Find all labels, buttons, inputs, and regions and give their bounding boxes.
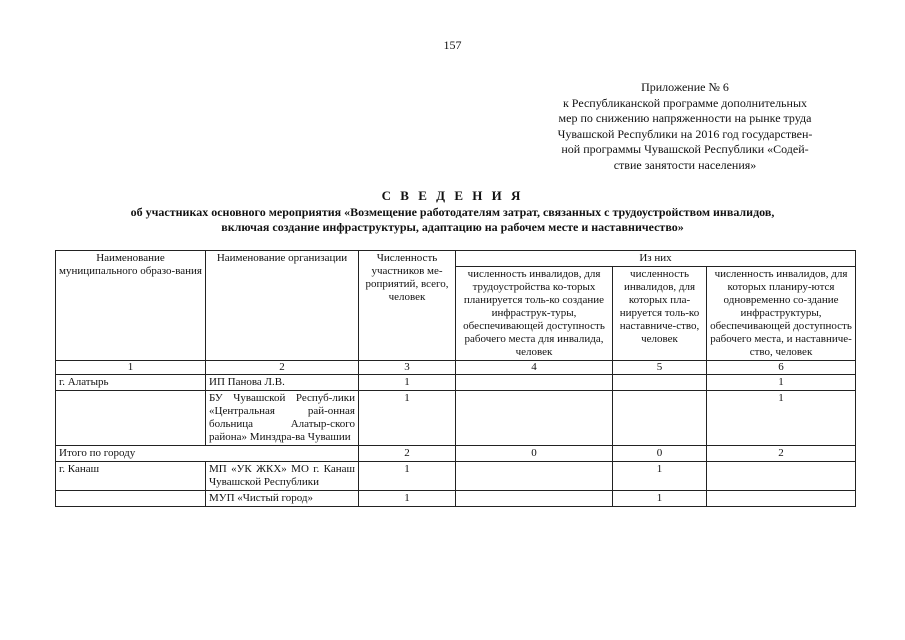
- header-municipality: Наименование муниципального образо-вания: [56, 251, 206, 361]
- cell-total: 1: [359, 462, 456, 491]
- table-row: [56, 375, 856, 391]
- cell-subtotal-label: Итого по городу: [56, 446, 359, 462]
- cell-both: [707, 491, 856, 507]
- cell-both: 1: [707, 391, 856, 446]
- appendix-line: к Республиканской программе дополнительных: [562, 95, 808, 110]
- subtitle-line: об участниках основного мероприятия «Возмещение работодателям затрат, связанных с трудоустройством инвалидов,: [130, 205, 775, 219]
- cell-municipality: [56, 491, 206, 507]
- table-row: [56, 462, 856, 491]
- cell-organization: ИП Панова Л.В.: [206, 375, 359, 391]
- cell-infrastructure: [456, 375, 613, 391]
- cell-both: 2: [707, 446, 856, 462]
- cell-organization: БУ Чувашской Респуб-лики «Центральная рай-онная больница Алатыр-ского района» Минздра-ва Чувашии: [206, 391, 359, 446]
- column-number: 2: [206, 361, 359, 375]
- column-number-row: [56, 361, 856, 375]
- column-number: 6: [707, 361, 856, 375]
- cell-infrastructure: [456, 391, 613, 446]
- appendix-line: ной программы Чувашской Республики «Содей-: [561, 142, 809, 156]
- cell-mentoring: 1: [613, 462, 707, 491]
- cell-mentoring: [613, 391, 707, 446]
- header-infrastructure: численность инвалидов, для трудоустройства ко-торых планируется толь-ко создание инфраструк-туры, обеспечивающей доступность рабочего места для инвалида, человек: [456, 267, 613, 361]
- appendix-line: мер по снижению напряженности на рынке труда: [558, 111, 812, 125]
- column-number: 3: [359, 361, 456, 375]
- page-number: 157: [443, 38, 462, 52]
- document-subtitle: [40, 205, 865, 235]
- appendix-line: Чувашской Республики на 2016 год государствен-: [557, 126, 813, 141]
- cell-municipality: [56, 391, 206, 446]
- cell-mentoring: 0: [613, 446, 707, 462]
- document-title: С В Е Д Е Н И Я: [381, 188, 524, 203]
- cell-total: 1: [359, 491, 456, 507]
- header-mentoring: численность инвалидов, для которых пла-нируется толь-ко наставниче-ство, человек: [613, 267, 707, 361]
- table-row: [56, 491, 856, 507]
- subtitle-line: включая создание инфраструктуры, адаптацию на рабочем месте и наставничество»: [221, 220, 684, 234]
- header-organization: Наименование организации: [206, 251, 359, 361]
- column-number: 1: [56, 361, 206, 375]
- cell-organization: МУП «Чистый город»: [206, 491, 359, 507]
- cell-mentoring: 1: [613, 491, 707, 507]
- table-row: [56, 391, 856, 446]
- cell-infrastructure: [456, 491, 613, 507]
- cell-mentoring: [613, 375, 707, 391]
- appendix-block: [525, 80, 845, 173]
- header-both: численность инвалидов, для которых планиру-ются одновременно со-здание инфраструктуры, обеспечивающей доступность рабочего места, и наставниче-ство, человек: [707, 267, 856, 361]
- cell-municipality: г. Канаш: [56, 462, 206, 491]
- cell-infrastructure: [456, 462, 613, 491]
- cell-total: 1: [359, 391, 456, 446]
- cell-infrastructure: 0: [456, 446, 613, 462]
- appendix-line: ствие занятости населения»: [613, 157, 757, 172]
- cell-municipality: г. Алатырь: [56, 375, 206, 391]
- cell-both: [707, 462, 856, 491]
- cell-organization: МП «УК ЖКХ» МО г. Канаш Чувашской Республики: [206, 462, 359, 491]
- column-number: 5: [613, 361, 707, 375]
- header-participants: Численность участников ме-роприятий, всего, человек: [359, 251, 456, 361]
- participants-table: [55, 250, 856, 507]
- cell-total: 2: [359, 446, 456, 462]
- cell-both: 1: [707, 375, 856, 391]
- column-number: 4: [456, 361, 613, 375]
- header-of-which: Из них: [456, 251, 856, 267]
- table-row-subtotal: [56, 446, 856, 462]
- appendix-line: Приложение № 6: [641, 80, 729, 94]
- cell-total: 1: [359, 375, 456, 391]
